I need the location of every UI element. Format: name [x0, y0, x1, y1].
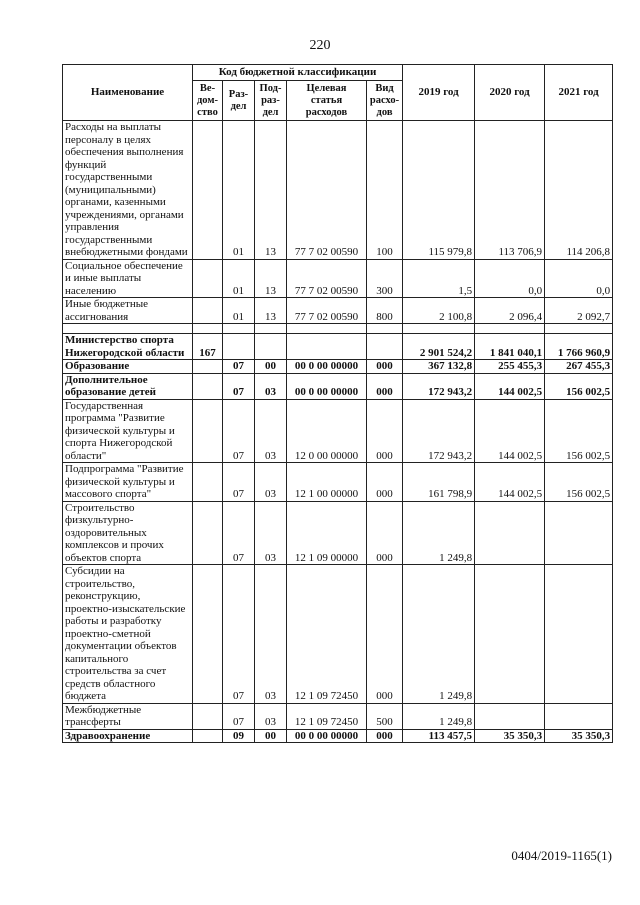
row-type: 000 — [367, 463, 403, 502]
header-budget-code: Код бюджетной классификации — [193, 65, 403, 81]
header-name: Наименование — [63, 65, 193, 121]
row-ministry — [193, 399, 223, 463]
row-section: 07 — [223, 703, 255, 729]
row-ministry — [193, 729, 223, 743]
row-2021: 1 766 960,9 — [545, 334, 613, 360]
row-ministry — [193, 565, 223, 704]
row-subsection: 13 — [255, 121, 287, 260]
row-name: Социальное обеспечение и иные выплаты населению — [63, 259, 193, 298]
row-target: 12 1 09 00000 — [287, 501, 367, 565]
row-name: Подпрограмма "Развитие физической культуры и массового спорта" — [63, 463, 193, 502]
row-target: 00 0 00 00000 — [287, 360, 367, 374]
table-row — [63, 729, 613, 743]
row-ministry — [193, 373, 223, 399]
row-name: Строительство физкультурно-оздоровительных комплексов и прочих объектов спорта — [63, 501, 193, 565]
row-section: 01 — [223, 121, 255, 260]
row-section — [223, 334, 255, 360]
row-type: 000 — [367, 360, 403, 374]
row-2020 — [475, 501, 545, 565]
row-name: Образование — [63, 360, 193, 374]
table-row — [63, 373, 613, 399]
row-subsection: 03 — [255, 565, 287, 704]
row-name: Расходы на выплаты персоналу в целях обеспечения выполнения функций государственными (муниципальными) органами, казенными учреждениями, органами управления государственными внебюджетными фондами — [63, 121, 193, 260]
row-2019: 1,5 — [403, 259, 475, 298]
row-2020: 2 096,4 — [475, 298, 545, 324]
row-type: 000 — [367, 399, 403, 463]
row-section: 07 — [223, 463, 255, 502]
row-2019: 172 943,2 — [403, 399, 475, 463]
row-section: 01 — [223, 298, 255, 324]
row-2019: 1 249,8 — [403, 703, 475, 729]
row-2019: 2 901 524,2 — [403, 334, 475, 360]
row-2021 — [545, 501, 613, 565]
row-2021 — [545, 703, 613, 729]
row-section: 07 — [223, 399, 255, 463]
row-2019: 1 249,8 — [403, 501, 475, 565]
row-name: Государственная программа "Развитие физической культуры и спорта Нижегородской области" — [63, 399, 193, 463]
row-2020: 35 350,3 — [475, 729, 545, 743]
row-ministry — [193, 298, 223, 324]
row-2021: 156 002,5 — [545, 463, 613, 502]
row-2019: 115 979,8 — [403, 121, 475, 260]
row-type: 500 — [367, 703, 403, 729]
row-ministry — [193, 360, 223, 374]
document-code: 0404/2019-1165(1) — [511, 848, 612, 863]
row-type: 000 — [367, 501, 403, 565]
row-2019: 2 100,8 — [403, 298, 475, 324]
row-2021: 267 455,3 — [545, 360, 613, 374]
row-subsection: 03 — [255, 373, 287, 399]
row-section: 01 — [223, 259, 255, 298]
header-section: Раз- дел — [223, 81, 255, 121]
header-2019: 2019 год — [403, 65, 475, 121]
row-type: 800 — [367, 298, 403, 324]
row-type: 000 — [367, 373, 403, 399]
row-subsection: 13 — [255, 298, 287, 324]
row-2020 — [475, 703, 545, 729]
row-type: 000 — [367, 565, 403, 704]
row-subsection: 03 — [255, 703, 287, 729]
row-subsection: 00 — [255, 729, 287, 743]
row-2020: 1 841 040,1 — [475, 334, 545, 360]
table-row — [63, 298, 613, 324]
row-ministry — [193, 463, 223, 502]
row-type: 300 — [367, 259, 403, 298]
table-row — [63, 399, 613, 463]
row-2020: 144 002,5 — [475, 463, 545, 502]
row-target: 77 7 02 00590 — [287, 298, 367, 324]
row-section: 07 — [223, 565, 255, 704]
table-row — [63, 259, 613, 298]
row-subsection: 03 — [255, 399, 287, 463]
row-2020: 144 002,5 — [475, 399, 545, 463]
row-name: Иные бюджетные ассигнования — [63, 298, 193, 324]
row-section: 07 — [223, 373, 255, 399]
page-number: 220 — [309, 38, 331, 53]
table-row — [63, 121, 613, 260]
row-name: Межбюджетные трансферты — [63, 703, 193, 729]
table-row — [63, 463, 613, 502]
row-ministry — [193, 703, 223, 729]
row-subsection: 00 — [255, 360, 287, 374]
row-section: 07 — [223, 501, 255, 565]
row-subsection: 13 — [255, 259, 287, 298]
row-ministry — [193, 121, 223, 260]
spacer-row — [63, 324, 613, 334]
row-target: 77 7 02 00590 — [287, 121, 367, 260]
row-2021: 156 002,5 — [545, 373, 613, 399]
row-2019: 161 798,9 — [403, 463, 475, 502]
row-type: 000 — [367, 729, 403, 743]
header-2020: 2020 год — [475, 65, 545, 121]
header-ministry: Ве- дом- ство — [193, 81, 223, 121]
row-2021: 156 002,5 — [545, 399, 613, 463]
budget-table — [62, 64, 613, 743]
table-row — [63, 501, 613, 565]
header-expense-type: Вид расхо- дов — [367, 81, 403, 121]
header-2021: 2021 год — [545, 65, 613, 121]
row-2021: 2 092,7 — [545, 298, 613, 324]
row-2021: 35 350,3 — [545, 729, 613, 743]
row-target: 12 1 09 72450 — [287, 565, 367, 704]
header-subsection: Под- раз- дел — [255, 81, 287, 121]
row-ministry: 167 — [193, 334, 223, 360]
row-2019: 367 132,8 — [403, 360, 475, 374]
table-row — [63, 703, 613, 729]
row-name: Здравоохранение — [63, 729, 193, 743]
row-2021 — [545, 565, 613, 704]
row-target: 12 0 00 00000 — [287, 399, 367, 463]
row-section: 07 — [223, 360, 255, 374]
row-target: 00 0 00 00000 — [287, 373, 367, 399]
row-ministry — [193, 259, 223, 298]
row-2020: 0,0 — [475, 259, 545, 298]
table-row — [63, 334, 613, 360]
row-target: 12 1 00 00000 — [287, 463, 367, 502]
row-2019: 172 943,2 — [403, 373, 475, 399]
row-target: 00 0 00 00000 — [287, 729, 367, 743]
row-2021: 0,0 — [545, 259, 613, 298]
row-2019: 1 249,8 — [403, 565, 475, 704]
row-name: Субсидии на строительство, реконструкцию, проектно-изыскательские работы и разработку проектно-сметной документации объектов капитального строительства за счет средств областного бюджета — [63, 565, 193, 704]
row-name: Дополнительное образование детей — [63, 373, 193, 399]
row-2020: 144 002,5 — [475, 373, 545, 399]
row-target — [287, 334, 367, 360]
row-name: Министерство спорта Нижегородской области — [63, 334, 193, 360]
table-row — [63, 360, 613, 374]
row-ministry — [193, 501, 223, 565]
row-2019: 113 457,5 — [403, 729, 475, 743]
row-type: 100 — [367, 121, 403, 260]
row-2020 — [475, 565, 545, 704]
row-section: 09 — [223, 729, 255, 743]
table-row — [63, 565, 613, 704]
row-subsection: 03 — [255, 463, 287, 502]
row-2020: 113 706,9 — [475, 121, 545, 260]
row-target: 12 1 09 72450 — [287, 703, 367, 729]
row-subsection: 03 — [255, 501, 287, 565]
row-type — [367, 334, 403, 360]
row-2021: 114 206,8 — [545, 121, 613, 260]
row-target: 77 7 02 00590 — [287, 259, 367, 298]
header-target: Целевая статья расходов — [287, 81, 367, 121]
row-subsection — [255, 334, 287, 360]
row-2020: 255 455,3 — [475, 360, 545, 374]
